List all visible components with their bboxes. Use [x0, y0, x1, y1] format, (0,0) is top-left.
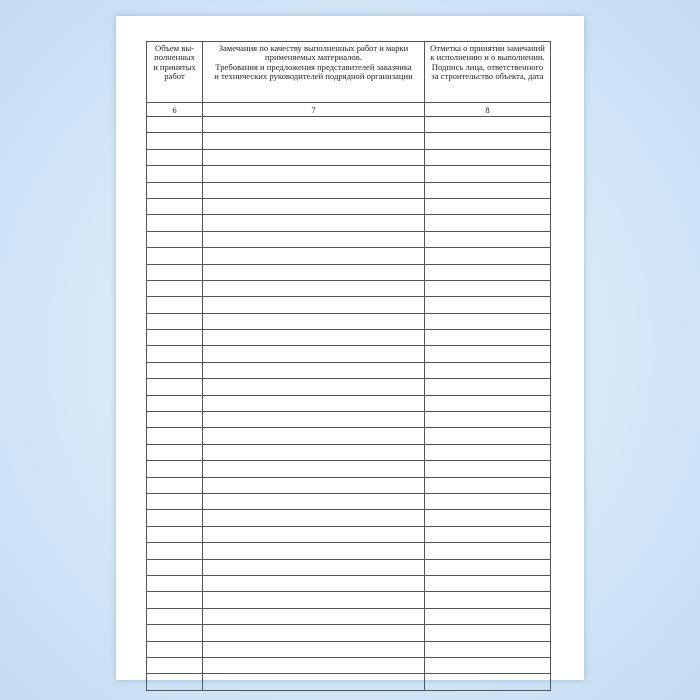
table-cell: [425, 182, 551, 198]
table-cell: [147, 543, 203, 559]
header-line: полненных: [154, 52, 195, 63]
table-row: [147, 149, 551, 165]
table-cell: [203, 330, 425, 346]
table-cell: [425, 248, 551, 264]
table-cell: [147, 313, 203, 329]
table-cell: [147, 297, 203, 313]
table-cell: [425, 313, 551, 329]
table-cell: [203, 133, 425, 149]
table-cell: [147, 280, 203, 296]
table-cell: [147, 149, 203, 165]
table-cell: [147, 641, 203, 657]
table-row: [147, 346, 551, 362]
table-row: [147, 674, 551, 690]
table-cell: [425, 444, 551, 460]
table-cell: [203, 477, 425, 493]
table-cell: [203, 264, 425, 280]
table-row: [147, 379, 551, 395]
table-cell: [203, 280, 425, 296]
table-cell: [147, 330, 203, 346]
table-cell: [147, 592, 203, 608]
table-row: [147, 526, 551, 542]
table-cell: [425, 297, 551, 313]
header-line: к исполнению и о выполнении.: [430, 52, 545, 63]
header-line: применяемых материалов.: [265, 52, 362, 63]
table-cell: [425, 625, 551, 641]
table-cell: [147, 362, 203, 378]
journal-table: [146, 41, 551, 691]
table-cell: [425, 412, 551, 428]
table-cell: [425, 510, 551, 526]
header-line: работ: [164, 71, 185, 82]
table-row: [147, 362, 551, 378]
table-row: [147, 215, 551, 231]
table-cell: [203, 543, 425, 559]
table-cell: [147, 461, 203, 477]
table-cell: [203, 166, 425, 182]
table-cell: [203, 149, 425, 165]
table-row: [147, 625, 551, 641]
table-row: [147, 280, 551, 296]
column-number: 8: [425, 103, 551, 117]
table-cell: [147, 625, 203, 641]
table-row: [147, 117, 551, 133]
table-cell: [203, 559, 425, 575]
table-row: [147, 297, 551, 313]
table-cell: [203, 198, 425, 214]
table-cell: [425, 149, 551, 165]
table-cell: [203, 461, 425, 477]
table-cell: [147, 248, 203, 264]
table-row: [147, 264, 551, 280]
table-cell: [425, 526, 551, 542]
table-row: [147, 198, 551, 214]
column-number: 6: [147, 103, 203, 117]
table-cell: [425, 477, 551, 493]
table-row: [147, 493, 551, 509]
table-cell: [203, 493, 425, 509]
table-cell: [203, 215, 425, 231]
table-cell: [147, 608, 203, 624]
table-row: [147, 330, 551, 346]
table-row: [147, 641, 551, 657]
table-cell: [203, 248, 425, 264]
table-cell: [425, 198, 551, 214]
header-line: Подпись лица, ответственного: [431, 61, 544, 72]
table-cell: [203, 395, 425, 411]
table-cell: [203, 575, 425, 591]
table-cell: [425, 231, 551, 247]
table-cell: [425, 559, 551, 575]
table-cell: [425, 641, 551, 657]
table-cell: [147, 215, 203, 231]
table-cell: [147, 444, 203, 460]
table-cell: [203, 526, 425, 542]
table-cell: [425, 674, 551, 690]
table-cell: [147, 477, 203, 493]
header-line: Объем вы-: [155, 43, 194, 53]
table-cell: [425, 166, 551, 182]
table-row: [147, 575, 551, 591]
table-cell: [147, 428, 203, 444]
table-row: [147, 559, 551, 575]
table-row: [147, 510, 551, 526]
table-cell: [147, 198, 203, 214]
table-row: [147, 182, 551, 198]
table-cell: [203, 231, 425, 247]
table-row: [147, 657, 551, 673]
table-cell: [147, 231, 203, 247]
table-cell: [203, 641, 425, 657]
table-row: [147, 133, 551, 149]
header-row: [147, 42, 551, 103]
table-cell: [203, 297, 425, 313]
table-cell: [203, 117, 425, 133]
table-cell: [203, 625, 425, 641]
table-cell: [425, 657, 551, 673]
table-cell: [147, 412, 203, 428]
table-cell: [425, 330, 551, 346]
table-row: [147, 608, 551, 624]
table-cell: [425, 117, 551, 133]
table-row: [147, 166, 551, 182]
table-cell: [147, 166, 203, 182]
table-body: [147, 117, 551, 691]
table-cell: [425, 592, 551, 608]
table-cell: [147, 133, 203, 149]
table-cell: [203, 657, 425, 673]
table-cell: [147, 657, 203, 673]
table-cell: [425, 215, 551, 231]
table-cell: [147, 526, 203, 542]
table-cell: [203, 428, 425, 444]
table-cell: [425, 575, 551, 591]
table-cell: [425, 362, 551, 378]
table-cell: [147, 559, 203, 575]
table-cell: [203, 379, 425, 395]
table-cell: [425, 280, 551, 296]
column-number-row: [147, 103, 551, 117]
table-cell: [203, 346, 425, 362]
table-cell: [425, 395, 551, 411]
table-row: [147, 412, 551, 428]
table-cell: [425, 346, 551, 362]
header-line: Отметка о принятии замечаний: [430, 43, 545, 53]
table-cell: [147, 346, 203, 362]
table-row: [147, 592, 551, 608]
table-cell: [147, 117, 203, 133]
table-cell: [425, 461, 551, 477]
table-row: [147, 477, 551, 493]
table-row: [147, 543, 551, 559]
header-line: за строительство объекта, дата: [431, 71, 544, 82]
table-row: [147, 231, 551, 247]
table-cell: [425, 264, 551, 280]
table-row: [147, 248, 551, 264]
table-cell: [203, 444, 425, 460]
table-cell: [203, 592, 425, 608]
table-cell: [203, 608, 425, 624]
table-cell: [425, 428, 551, 444]
table-cell: [203, 313, 425, 329]
table-cell: [425, 608, 551, 624]
header-line: и технических руководителей подрядной организации: [214, 71, 413, 82]
header-line: Замечания по качеству выполненных работ и марки: [218, 43, 409, 53]
table-cell: [203, 510, 425, 526]
table-cell: [425, 133, 551, 149]
column-header-volume: [147, 42, 203, 103]
table-row: [147, 395, 551, 411]
table-cell: [203, 674, 425, 690]
header-line: Требования и предложения представителей заказчика: [215, 61, 412, 72]
header-line: и принятых: [153, 61, 196, 72]
table-row: [147, 461, 551, 477]
table-cell: [147, 182, 203, 198]
table-cell: [147, 510, 203, 526]
table-row: [147, 444, 551, 460]
table-cell: [203, 182, 425, 198]
column-header-acceptance: [425, 42, 551, 103]
table-cell: [147, 379, 203, 395]
table-cell: [147, 493, 203, 509]
table-cell: [203, 362, 425, 378]
table-cell: [425, 543, 551, 559]
table-row: [147, 428, 551, 444]
table-cell: [147, 575, 203, 591]
table-cell: [147, 395, 203, 411]
journal-page: [116, 16, 584, 680]
table-cell: [425, 379, 551, 395]
column-header-remarks: [203, 42, 425, 103]
table-cell: [203, 412, 425, 428]
table-cell: [425, 493, 551, 509]
column-number: 7: [203, 103, 425, 117]
table-row: [147, 313, 551, 329]
table-cell: [147, 674, 203, 690]
table-cell: [147, 264, 203, 280]
